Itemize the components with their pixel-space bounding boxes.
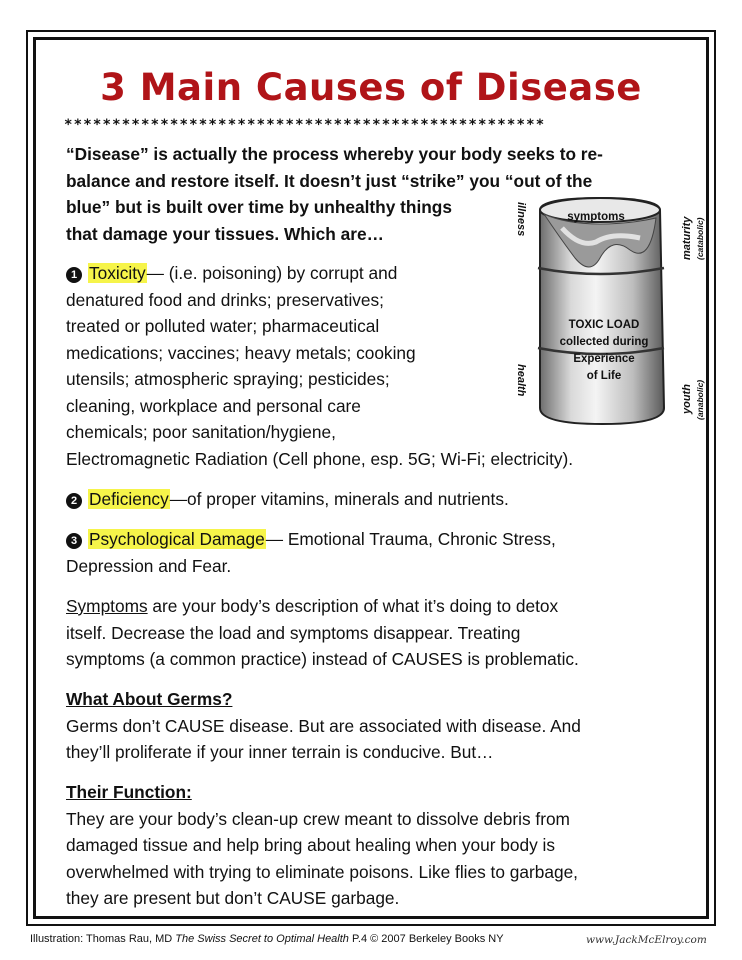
- asterisk-divider: **************************************************: [64, 117, 546, 133]
- intro-line: “Disease” is actually the process whereby your body seeks to re-: [66, 144, 603, 164]
- cause-line: utensils; atmospheric spraying; pesticides;: [66, 369, 390, 389]
- illustration-credit: [30, 933, 504, 945]
- barrel-label-line: collected during: [559, 336, 649, 348]
- symptoms-text: are your body’s description of what it’s doing to detox: [147, 596, 559, 616]
- credit-prefix: Illustration: Thomas Rau, MD: [30, 933, 176, 945]
- author-signature: www.JackMcElroy.com: [586, 934, 707, 946]
- barrel-side-label-maturity: maturity: [681, 216, 693, 260]
- function-line: They are your body’s clean-up crew meant to dissolve debris from: [66, 808, 570, 829]
- cause-line: denatured food and drinks; preservatives;: [66, 289, 384, 310]
- barrel-side-label-health: health: [515, 364, 527, 397]
- cause-line: [66, 260, 573, 287]
- germs-line: they’ll proliferate if your inner terrain is conducive. But…: [66, 742, 494, 762]
- symptoms-line: [66, 593, 579, 620]
- function-section: [66, 779, 578, 912]
- cause-text: — Emotional Trauma, Chronic Stress,: [265, 529, 556, 549]
- symptoms-line: symptoms (a common practice) instead of CAUSES is problematic.: [66, 649, 579, 669]
- cause-number-badge: 2: [66, 493, 82, 509]
- function-line: they are present but don’t CAUSE garbage.: [66, 888, 400, 908]
- cause-name-highlight: Toxicity: [89, 263, 146, 283]
- cause-line: [66, 526, 556, 553]
- barrel-side-label-catabolic: (catabolic): [695, 217, 705, 260]
- cause-psychological-damage: [66, 526, 556, 579]
- cause-number-badge: 3: [66, 533, 82, 549]
- cause-name-highlight: Psychological Damage: [89, 529, 265, 549]
- germs-heading: What About Germs?: [66, 689, 233, 709]
- cause-line: [66, 486, 509, 513]
- cause-line: medications; vaccines; heavy metals; cooking: [66, 342, 416, 363]
- barrel-label-line: TOXIC LOAD: [568, 319, 640, 331]
- function-line: damaged tissue and help bring about healing when your body is: [66, 835, 556, 855]
- barrel-label-line: of Life: [586, 370, 622, 382]
- cause-line: Electromagnetic Radiation (Cell phone, esp. 5G; Wi-Fi; electricity).: [66, 448, 574, 469]
- barrel-side-label-illness: illness: [515, 202, 527, 237]
- cause-name-highlight: Deficiency: [89, 489, 169, 509]
- barrel-side-label-anabolic: (anabolic): [695, 379, 705, 420]
- cause-line: treated or polluted water; pharmaceutical: [66, 316, 380, 336]
- cause-line: cleaning, workplace and personal care: [66, 395, 361, 416]
- germs-section: [66, 686, 581, 766]
- cause-text: — (i.e. poisoning) by corrupt and: [146, 263, 398, 283]
- cause-line: Depression and Fear.: [66, 555, 232, 576]
- cause-toxicity: [66, 260, 573, 472]
- symptoms-term: Symptoms: [66, 596, 148, 616]
- barrel-label-line: Experience: [573, 353, 635, 365]
- germs-line: Germs don’t CAUSE disease. But are associated with disease. And: [66, 715, 581, 736]
- cause-line: chemicals; poor sanitation/hygiene,: [66, 422, 336, 442]
- intro-line: balance and restore itself. It doesn’t just “strike” you “out of the: [66, 170, 593, 191]
- cause-number-badge: 1: [66, 267, 82, 283]
- barrel-label-symptoms: symptoms: [567, 211, 625, 223]
- page-title: 3 Main Causes of Disease: [100, 66, 642, 109]
- symptoms-line: itself. Decrease the load and symptoms disappear. Treating: [66, 622, 521, 643]
- intro-line: blue” but is built over time by unhealthy things: [66, 197, 452, 217]
- function-heading: Their Function:: [66, 782, 192, 802]
- intro-line: that damage your tissues. Which are…: [66, 223, 384, 244]
- credit-book-title: The Swiss Secret to Optimal Health: [175, 933, 349, 945]
- barrel-side-label-youth: youth: [681, 384, 693, 414]
- cause-text: —of proper vitamins, minerals and nutrients.: [169, 489, 509, 509]
- symptoms-paragraph: [66, 593, 579, 673]
- cause-deficiency: [66, 486, 509, 513]
- function-line: overwhelmed with trying to eliminate poisons. Like flies to garbage,: [66, 861, 578, 882]
- credit-suffix: P.4 © 2007 Berkeley Books NY: [348, 933, 504, 945]
